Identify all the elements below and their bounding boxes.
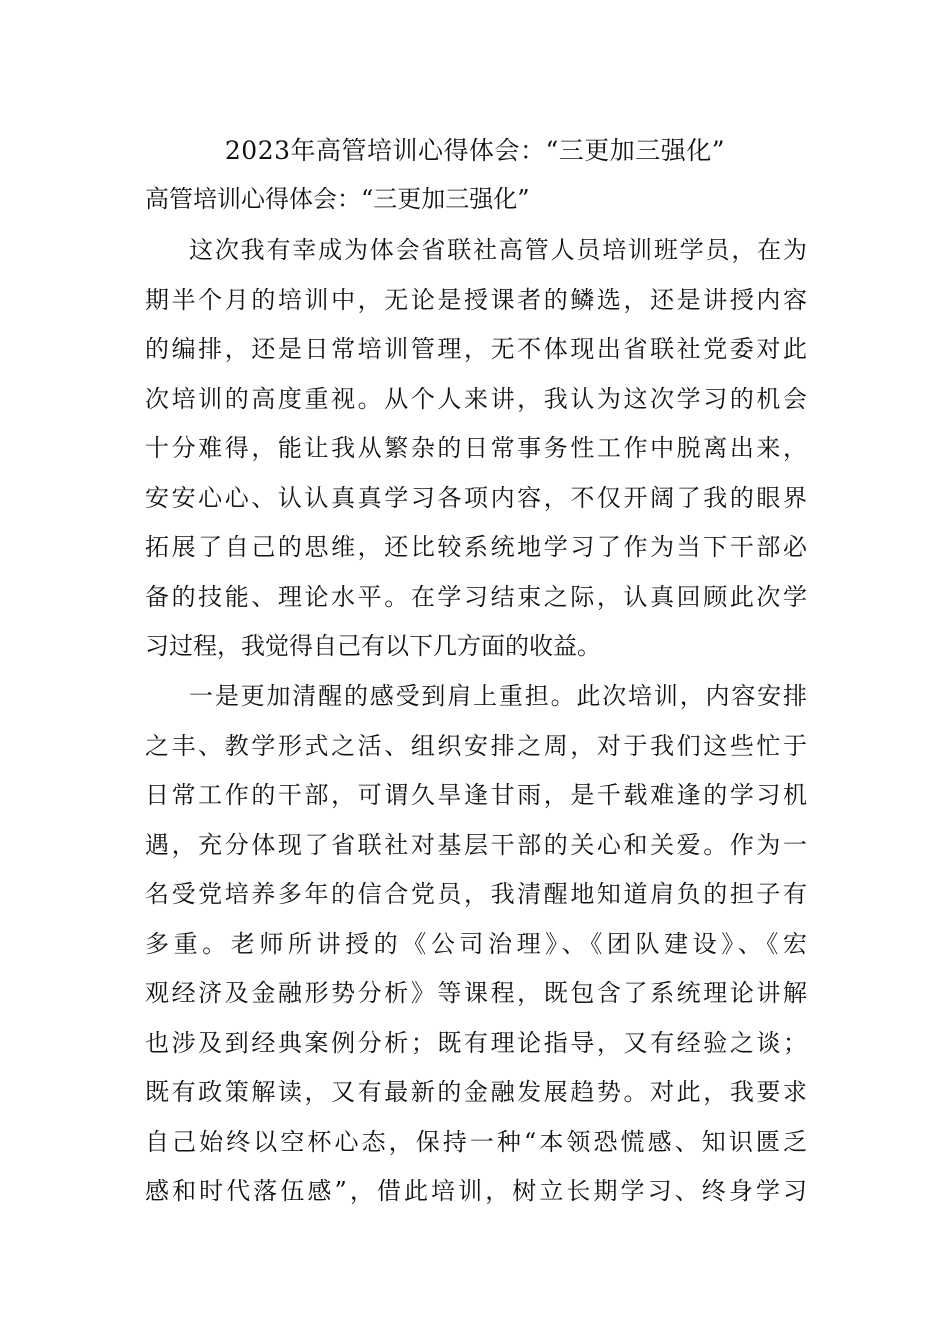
paragraph-line: 自己始终以空杯心态，保持一种“本领恐慌感、知识匮乏	[145, 1127, 807, 1156]
paragraph-point-one	[145, 672, 807, 1217]
paragraph-line: 遇，充分体现了省联社对基层干部的关心和关爱。作为一	[145, 830, 807, 859]
document-subtitle: 高管培训心得体会：“三更加三强化”	[145, 185, 530, 213]
paragraph-line: 之丰、教学形式之活、组织安排之周，对于我们这些忙于	[145, 731, 807, 760]
paragraph-line: 的编排，还是日常培训管理，无不体现出省联社党委对此	[145, 335, 807, 363]
paragraph-line: 拓展了自己的思维，还比较系统地学习了作为当下干部必	[145, 533, 807, 561]
paragraph-line: 安安心心、认认真真学习各项内容，不仅开阔了我的眼界	[145, 483, 807, 512]
paragraph-line: 期半个月的培训中，无论是授课者的鳞选，还是讲授内容	[145, 285, 807, 314]
paragraph-line: 习过程，我觉得自己有以下几方面的收益。	[145, 632, 601, 660]
paragraph-line: 名受党培养多年的信合党员，我清醒地知道肩负的担子有	[145, 880, 807, 908]
paragraph-line: 也涉及到经典案例分析；既有理论指导，又有经验之谈；	[145, 1028, 807, 1057]
paragraph-line: 这次我有幸成为体会省联社高管人员培训班学员，在为	[189, 236, 807, 264]
paragraph-intro	[145, 226, 807, 672]
paragraph-line: 十分难得，能让我从繁杂的日常事务性工作中脱离出来，	[145, 434, 807, 462]
paragraph-line: 多重。老师所讲授的《公司治理》、《团队建设》、《宏	[145, 929, 807, 958]
paragraph-line: 一是更加清醒的感受到肩上重担。此次培训，内容安排	[189, 682, 807, 710]
document-title: 2023年高管培训心得体会：“三更加三强化”	[224, 136, 726, 165]
paragraph-line: 备的技能、理论水平。在学习结束之际，认真回顾此次学	[145, 582, 807, 611]
paragraph-line: 观经济及金融形势分析》等课程，既包含了系统理论讲解	[145, 979, 807, 1007]
paragraph-line: 日常工作的干部，可谓久旱逢甘雨，是千载难逢的学习机	[145, 781, 807, 809]
paragraph-line: 既有政策解读，又有最新的金融发展趋势。对此，我要求	[145, 1078, 807, 1106]
paragraph-line: 感和时代落伍感”，借此培训，树立长期学习、终身学习	[145, 1177, 807, 1205]
paragraph-line: 次培训的高度重视。从个人来讲，我认为这次学习的机会	[145, 384, 807, 413]
